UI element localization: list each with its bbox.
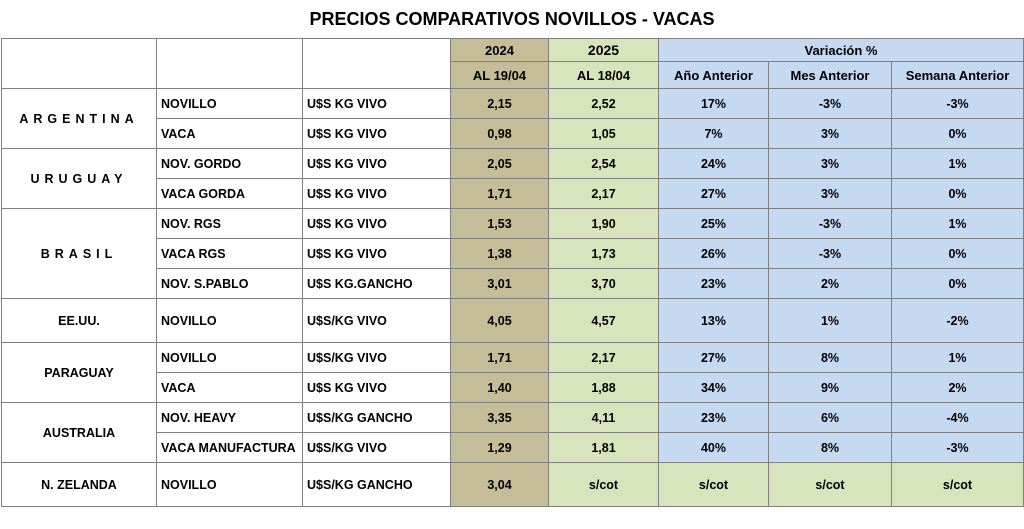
category-cell: NOVILLO bbox=[157, 89, 303, 119]
price-2025-cell: 4,11 bbox=[549, 403, 659, 433]
category-cell: NOV. S.PABLO bbox=[157, 269, 303, 299]
var-month-cell: 8% bbox=[769, 343, 892, 373]
price-2024-cell: 1,71 bbox=[451, 343, 549, 373]
category-cell: VACA GORDA bbox=[157, 179, 303, 209]
table-row bbox=[2, 299, 1024, 343]
var-year-cell: 23% bbox=[659, 403, 769, 433]
header-variation: Variación % bbox=[659, 39, 1024, 62]
var-week-cell: 0% bbox=[892, 239, 1024, 269]
unit-cell: U$S KG VIVO bbox=[303, 373, 451, 403]
header-prev-month: Mes Anterior bbox=[769, 62, 892, 89]
country-cell: PARAGUAY bbox=[2, 343, 157, 403]
var-month-cell: 9% bbox=[769, 373, 892, 403]
var-week-cell: -2% bbox=[892, 299, 1024, 343]
header-empty-country bbox=[2, 39, 157, 89]
price-2024-cell: 3,35 bbox=[451, 403, 549, 433]
table-row bbox=[2, 209, 1024, 239]
header-empty-category bbox=[157, 39, 303, 89]
var-month-cell: 8% bbox=[769, 433, 892, 463]
price-2025-cell: s/cot bbox=[549, 463, 659, 507]
price-2024-cell: 1,53 bbox=[451, 209, 549, 239]
var-month-cell: 2% bbox=[769, 269, 892, 299]
unit-cell: U$S KG VIVO bbox=[303, 179, 451, 209]
price-2025-cell: 2,54 bbox=[549, 149, 659, 179]
unit-cell: U$S/KG VIVO bbox=[303, 433, 451, 463]
var-week-cell: 1% bbox=[892, 149, 1024, 179]
price-2025-cell: 1,73 bbox=[549, 239, 659, 269]
header-prev-week: Semana Anterior bbox=[892, 62, 1024, 89]
price-2024-cell: 1,71 bbox=[451, 179, 549, 209]
price-2024-cell: 2,15 bbox=[451, 89, 549, 119]
var-month-cell: 3% bbox=[769, 149, 892, 179]
unit-cell: U$S KG.GANCHO bbox=[303, 269, 451, 299]
country-cell: EE.UU. bbox=[2, 299, 157, 343]
price-2025-cell: 1,81 bbox=[549, 433, 659, 463]
var-year-cell: 7% bbox=[659, 119, 769, 149]
category-cell: NOVILLO bbox=[157, 299, 303, 343]
price-2024-cell: 3,01 bbox=[451, 269, 549, 299]
price-2025-cell: 3,70 bbox=[549, 269, 659, 299]
header-empty-unit bbox=[303, 39, 451, 89]
category-cell: VACA RGS bbox=[157, 239, 303, 269]
category-cell: VACA MANUFACTURA bbox=[157, 433, 303, 463]
var-month-cell: 1% bbox=[769, 299, 892, 343]
price-2024-cell: 3,04 bbox=[451, 463, 549, 507]
price-2025-cell: 4,57 bbox=[549, 299, 659, 343]
price-2024-cell: 1,40 bbox=[451, 373, 549, 403]
var-week-cell: 0% bbox=[892, 269, 1024, 299]
var-year-cell: s/cot bbox=[659, 463, 769, 507]
var-week-cell: -3% bbox=[892, 433, 1024, 463]
var-month-cell: s/cot bbox=[769, 463, 892, 507]
table-row bbox=[2, 149, 1024, 179]
unit-cell: U$S/KG VIVO bbox=[303, 343, 451, 373]
table-row bbox=[2, 89, 1024, 119]
table-row bbox=[2, 463, 1024, 507]
unit-cell: U$S/KG GANCHO bbox=[303, 463, 451, 507]
var-month-cell: 3% bbox=[769, 179, 892, 209]
table-title: PRECIOS COMPARATIVOS NOVILLOS - VACAS bbox=[309, 8, 715, 29]
var-year-cell: 26% bbox=[659, 239, 769, 269]
category-cell: NOVILLO bbox=[157, 343, 303, 373]
var-year-cell: 13% bbox=[659, 299, 769, 343]
country-cell: AUSTRALIA bbox=[2, 403, 157, 463]
category-cell: NOVILLO bbox=[157, 463, 303, 507]
var-month-cell: -3% bbox=[769, 89, 892, 119]
table-row bbox=[2, 403, 1024, 433]
var-month-cell: 3% bbox=[769, 119, 892, 149]
country-cell: URUGUAY bbox=[2, 149, 157, 209]
unit-cell: U$S KG VIVO bbox=[303, 209, 451, 239]
unit-cell: U$S KG VIVO bbox=[303, 119, 451, 149]
header-prev-year: Año Anterior bbox=[659, 62, 769, 89]
unit-cell: U$S/KG VIVO bbox=[303, 299, 451, 343]
category-cell: VACA bbox=[157, 119, 303, 149]
category-cell: NOV. GORDO bbox=[157, 149, 303, 179]
var-year-cell: 40% bbox=[659, 433, 769, 463]
category-cell: VACA bbox=[157, 373, 303, 403]
var-year-cell: 27% bbox=[659, 179, 769, 209]
price-2024-cell: 1,29 bbox=[451, 433, 549, 463]
header-date-2024: AL 19/04 bbox=[451, 62, 549, 89]
header-year-2025: 2025 bbox=[549, 39, 659, 62]
unit-cell: U$S KG VIVO bbox=[303, 89, 451, 119]
unit-cell: U$S KG VIVO bbox=[303, 149, 451, 179]
price-comparison-table bbox=[1, 38, 1024, 507]
var-week-cell: 0% bbox=[892, 119, 1024, 149]
var-year-cell: 24% bbox=[659, 149, 769, 179]
var-year-cell: 25% bbox=[659, 209, 769, 239]
country-cell: ARGENTINA bbox=[2, 89, 157, 149]
price-2024-cell: 2,05 bbox=[451, 149, 549, 179]
price-2025-cell: 2,17 bbox=[549, 343, 659, 373]
var-year-cell: 34% bbox=[659, 373, 769, 403]
country-cell: BRASIL bbox=[2, 209, 157, 299]
header-date-2025: AL 18/04 bbox=[549, 62, 659, 89]
price-2024-cell: 0,98 bbox=[451, 119, 549, 149]
price-2025-cell: 1,90 bbox=[549, 209, 659, 239]
unit-cell: U$S KG VIVO bbox=[303, 239, 451, 269]
price-2025-cell: 1,05 bbox=[549, 119, 659, 149]
price-2024-cell: 4,05 bbox=[451, 299, 549, 343]
var-year-cell: 23% bbox=[659, 269, 769, 299]
price-2025-cell: 1,88 bbox=[549, 373, 659, 403]
var-month-cell: -3% bbox=[769, 209, 892, 239]
price-2024-cell: 1,38 bbox=[451, 239, 549, 269]
category-cell: NOV. HEAVY bbox=[157, 403, 303, 433]
var-month-cell: 6% bbox=[769, 403, 892, 433]
var-week-cell: 1% bbox=[892, 343, 1024, 373]
price-2025-cell: 2,17 bbox=[549, 179, 659, 209]
price-2025-cell: 2,52 bbox=[549, 89, 659, 119]
header-row-years bbox=[2, 39, 1024, 62]
country-cell: N. ZELANDA bbox=[2, 463, 157, 507]
var-year-cell: 17% bbox=[659, 89, 769, 119]
var-week-cell: 2% bbox=[892, 373, 1024, 403]
var-week-cell: -4% bbox=[892, 403, 1024, 433]
var-week-cell: 1% bbox=[892, 209, 1024, 239]
var-week-cell: s/cot bbox=[892, 463, 1024, 507]
table-row bbox=[2, 343, 1024, 373]
unit-cell: U$S/KG GANCHO bbox=[303, 403, 451, 433]
var-month-cell: -3% bbox=[769, 239, 892, 269]
category-cell: NOV. RGS bbox=[157, 209, 303, 239]
header-year-2024: 2024 bbox=[451, 39, 549, 62]
var-week-cell: -3% bbox=[892, 89, 1024, 119]
var-week-cell: 0% bbox=[892, 179, 1024, 209]
var-year-cell: 27% bbox=[659, 343, 769, 373]
